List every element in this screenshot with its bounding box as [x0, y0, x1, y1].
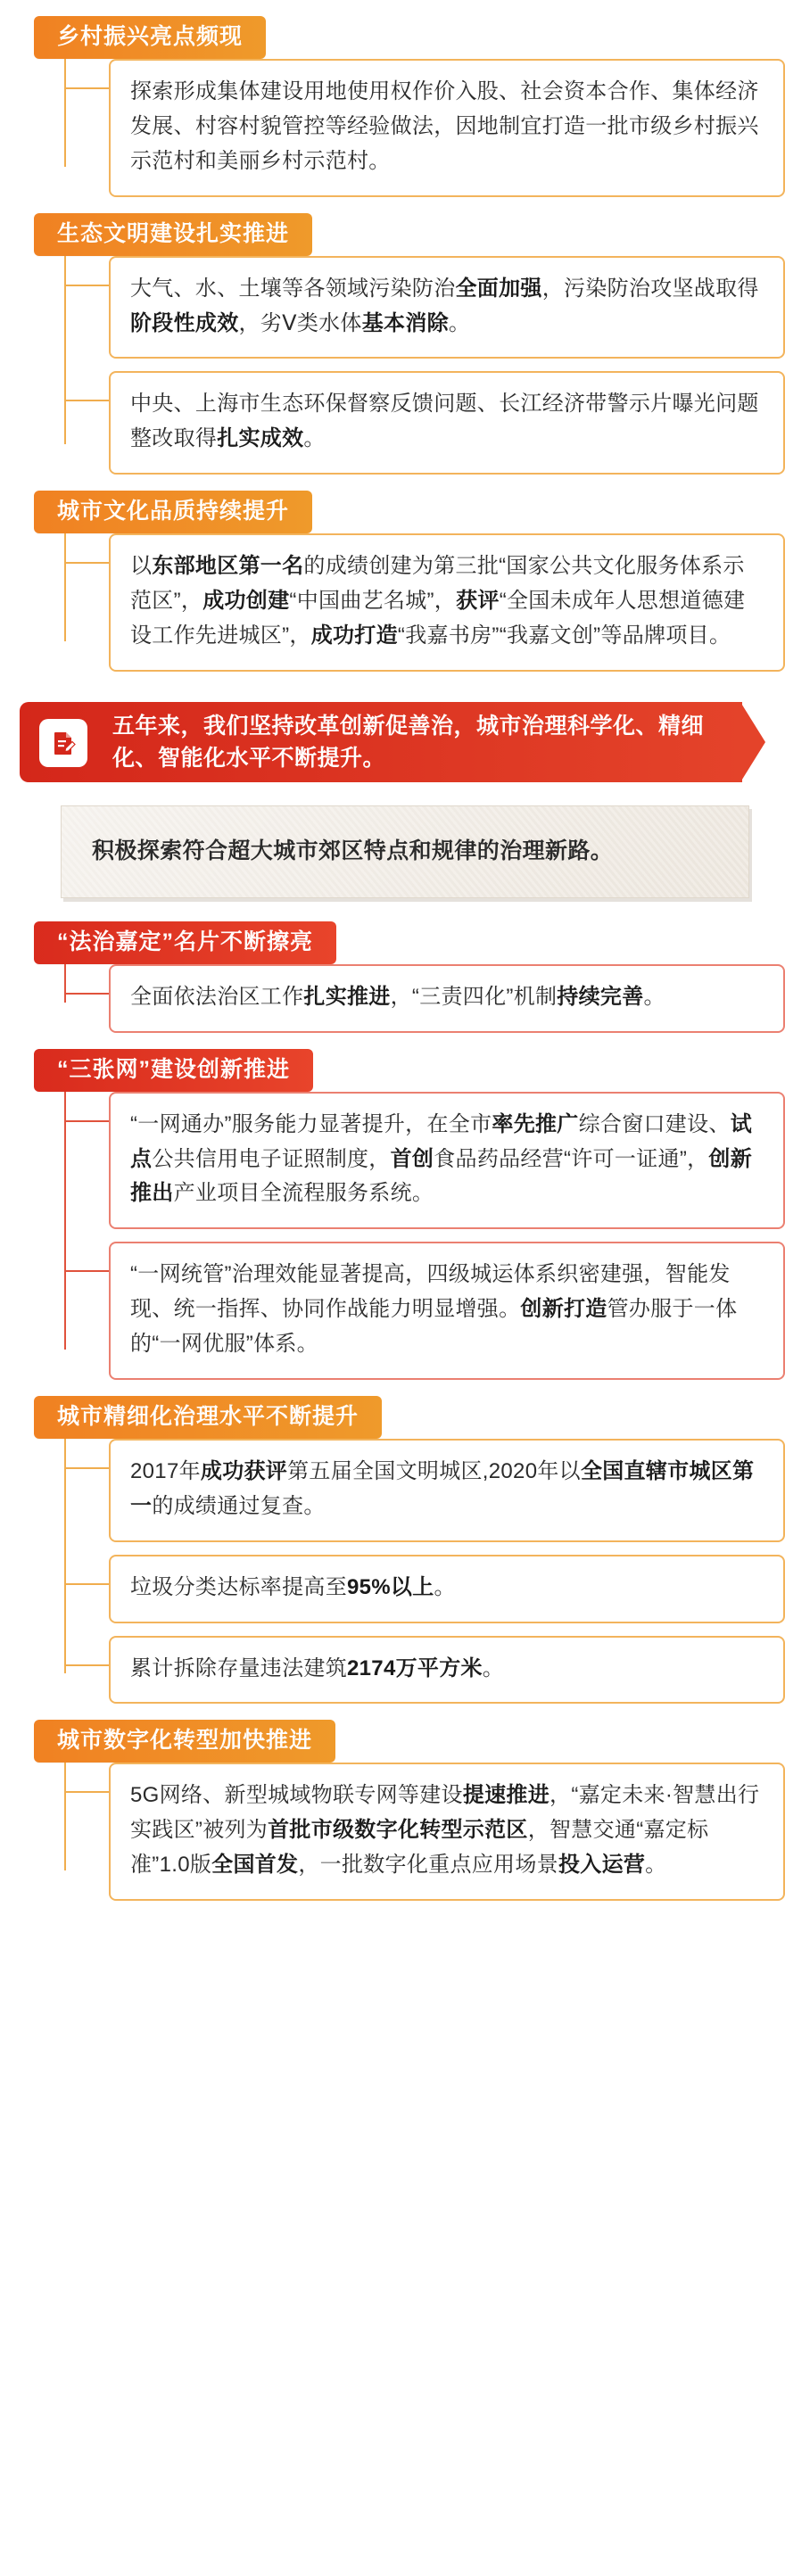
banner-body: [20, 702, 742, 782]
section-heading-wrap: [0, 1396, 785, 1439]
item-card: 大气、水、土壤等各领域污染防治全面加强，污染防治攻坚战取得阶段性成效，劣Ⅴ类水体基本消除。: [109, 256, 785, 359]
list-item: [109, 1763, 785, 1901]
section: [0, 491, 785, 672]
banner-text: 五年来，我们坚持改革创新促善治，城市治理科学化、精细化、智能化水平不断提升。: [112, 713, 705, 771]
section-items: [64, 1439, 785, 1705]
section-heading: 生态文明建设扎实推进: [34, 213, 312, 256]
infographic-page: [0, 16, 785, 1949]
section: [0, 213, 785, 475]
section-items: [64, 964, 785, 1033]
section-heading: 城市精细化治理水平不断提升: [34, 1396, 382, 1439]
item-card: 以东部地区第一名的成绩创建为第三批“国家公共文化服务体系示范区”，成功创建“中国曲艺名城”，获评“全国未成年人思想道德建设工作先进城区”，成功打造“我嘉书房”“我嘉文创”等品牌项目。: [109, 533, 785, 672]
section-heading-wrap: [0, 1720, 785, 1763]
section-heading: “三张网”建设创新推进: [34, 1049, 313, 1092]
section-group-top: [0, 16, 785, 672]
section-heading: 城市数字化转型加快推进: [34, 1720, 335, 1763]
item-card: 2017年成功获评第五届全国文明城区,2020年以全国直辖市城区第一的成绩通过复查。: [109, 1439, 785, 1542]
list-item: [109, 533, 785, 672]
section-items: [64, 59, 785, 197]
section-heading-wrap: [0, 921, 785, 964]
item-card: 全面依法治区工作扎实推进，“三责四化”机制持续完善。: [109, 964, 785, 1033]
list-item: [109, 1242, 785, 1380]
document-edit-icon: [39, 719, 87, 767]
section-heading: 乡村振兴亮点频现: [34, 16, 266, 59]
list-item: [109, 256, 785, 359]
section: [0, 1049, 785, 1380]
section-items: [64, 256, 785, 475]
item-card: “一网通办”服务能力显著提升，在全市率先推广综合窗口建设、试点公共信用电子证照制度，首创食品药品经营“许可一证通”，创新推出产业项目全流程服务系统。: [109, 1092, 785, 1230]
list-item: [109, 1636, 785, 1705]
item-card: 中央、上海市生态环保督察反馈问题、长江经济带警示片曝光问题整改取得扎实成效。: [109, 371, 785, 475]
section-heading-wrap: [0, 16, 785, 59]
item-card: “一网统管”治理效能显著提高，四级城运体系织密建强，智能发现、统一指挥、协同作战能力明显增强。创新打造管办服于一体的“一网优服”体系。: [109, 1242, 785, 1380]
list-item: [109, 1092, 785, 1230]
section-group-bottom: [0, 921, 785, 1901]
highlight-banner: [20, 702, 765, 782]
section: [0, 1396, 785, 1705]
banner-arrow: [740, 702, 765, 782]
section-heading-wrap: [0, 213, 785, 256]
section-items: [64, 1763, 785, 1901]
quote-text: 积极探索符合超大城市郊区特点和规律的治理新路。: [92, 838, 614, 863]
item-card: 垃圾分类达标率提高至95%以上。: [109, 1555, 785, 1623]
section-items: [64, 533, 785, 672]
list-item: [109, 964, 785, 1033]
section-heading: 城市文化品质持续提升: [34, 491, 312, 533]
section-heading-wrap: [0, 1049, 785, 1092]
section-heading-wrap: [0, 491, 785, 533]
section-items: [64, 1092, 785, 1380]
list-item: [109, 59, 785, 197]
list-item: [109, 1439, 785, 1542]
item-card: 探索形成集体建设用地使用权作价入股、社会资本合作、集体经济发展、村容村貌管控等经验做法，因地制宜打造一批市级乡村振兴示范村和美丽乡村示范村。: [109, 59, 785, 197]
list-item: [109, 371, 785, 475]
section: [0, 1720, 785, 1901]
section-heading: “法治嘉定”名片不断擦亮: [34, 921, 336, 964]
section: [0, 16, 785, 197]
item-card: 累计拆除存量违法建筑2174万平方米。: [109, 1636, 785, 1705]
list-item: [109, 1555, 785, 1623]
item-card: 5G网络、新型城域物联专网等建设提速推进，“嘉定未来·智慧出行实践区”被列为首批市级数字化转型示范区，智慧交通“嘉定标准”1.0版全国首发，一批数字化重点应用场景投入运营。: [109, 1763, 785, 1901]
spacer: [0, 898, 785, 905]
quote-box: [61, 805, 749, 898]
section: [0, 921, 785, 1033]
